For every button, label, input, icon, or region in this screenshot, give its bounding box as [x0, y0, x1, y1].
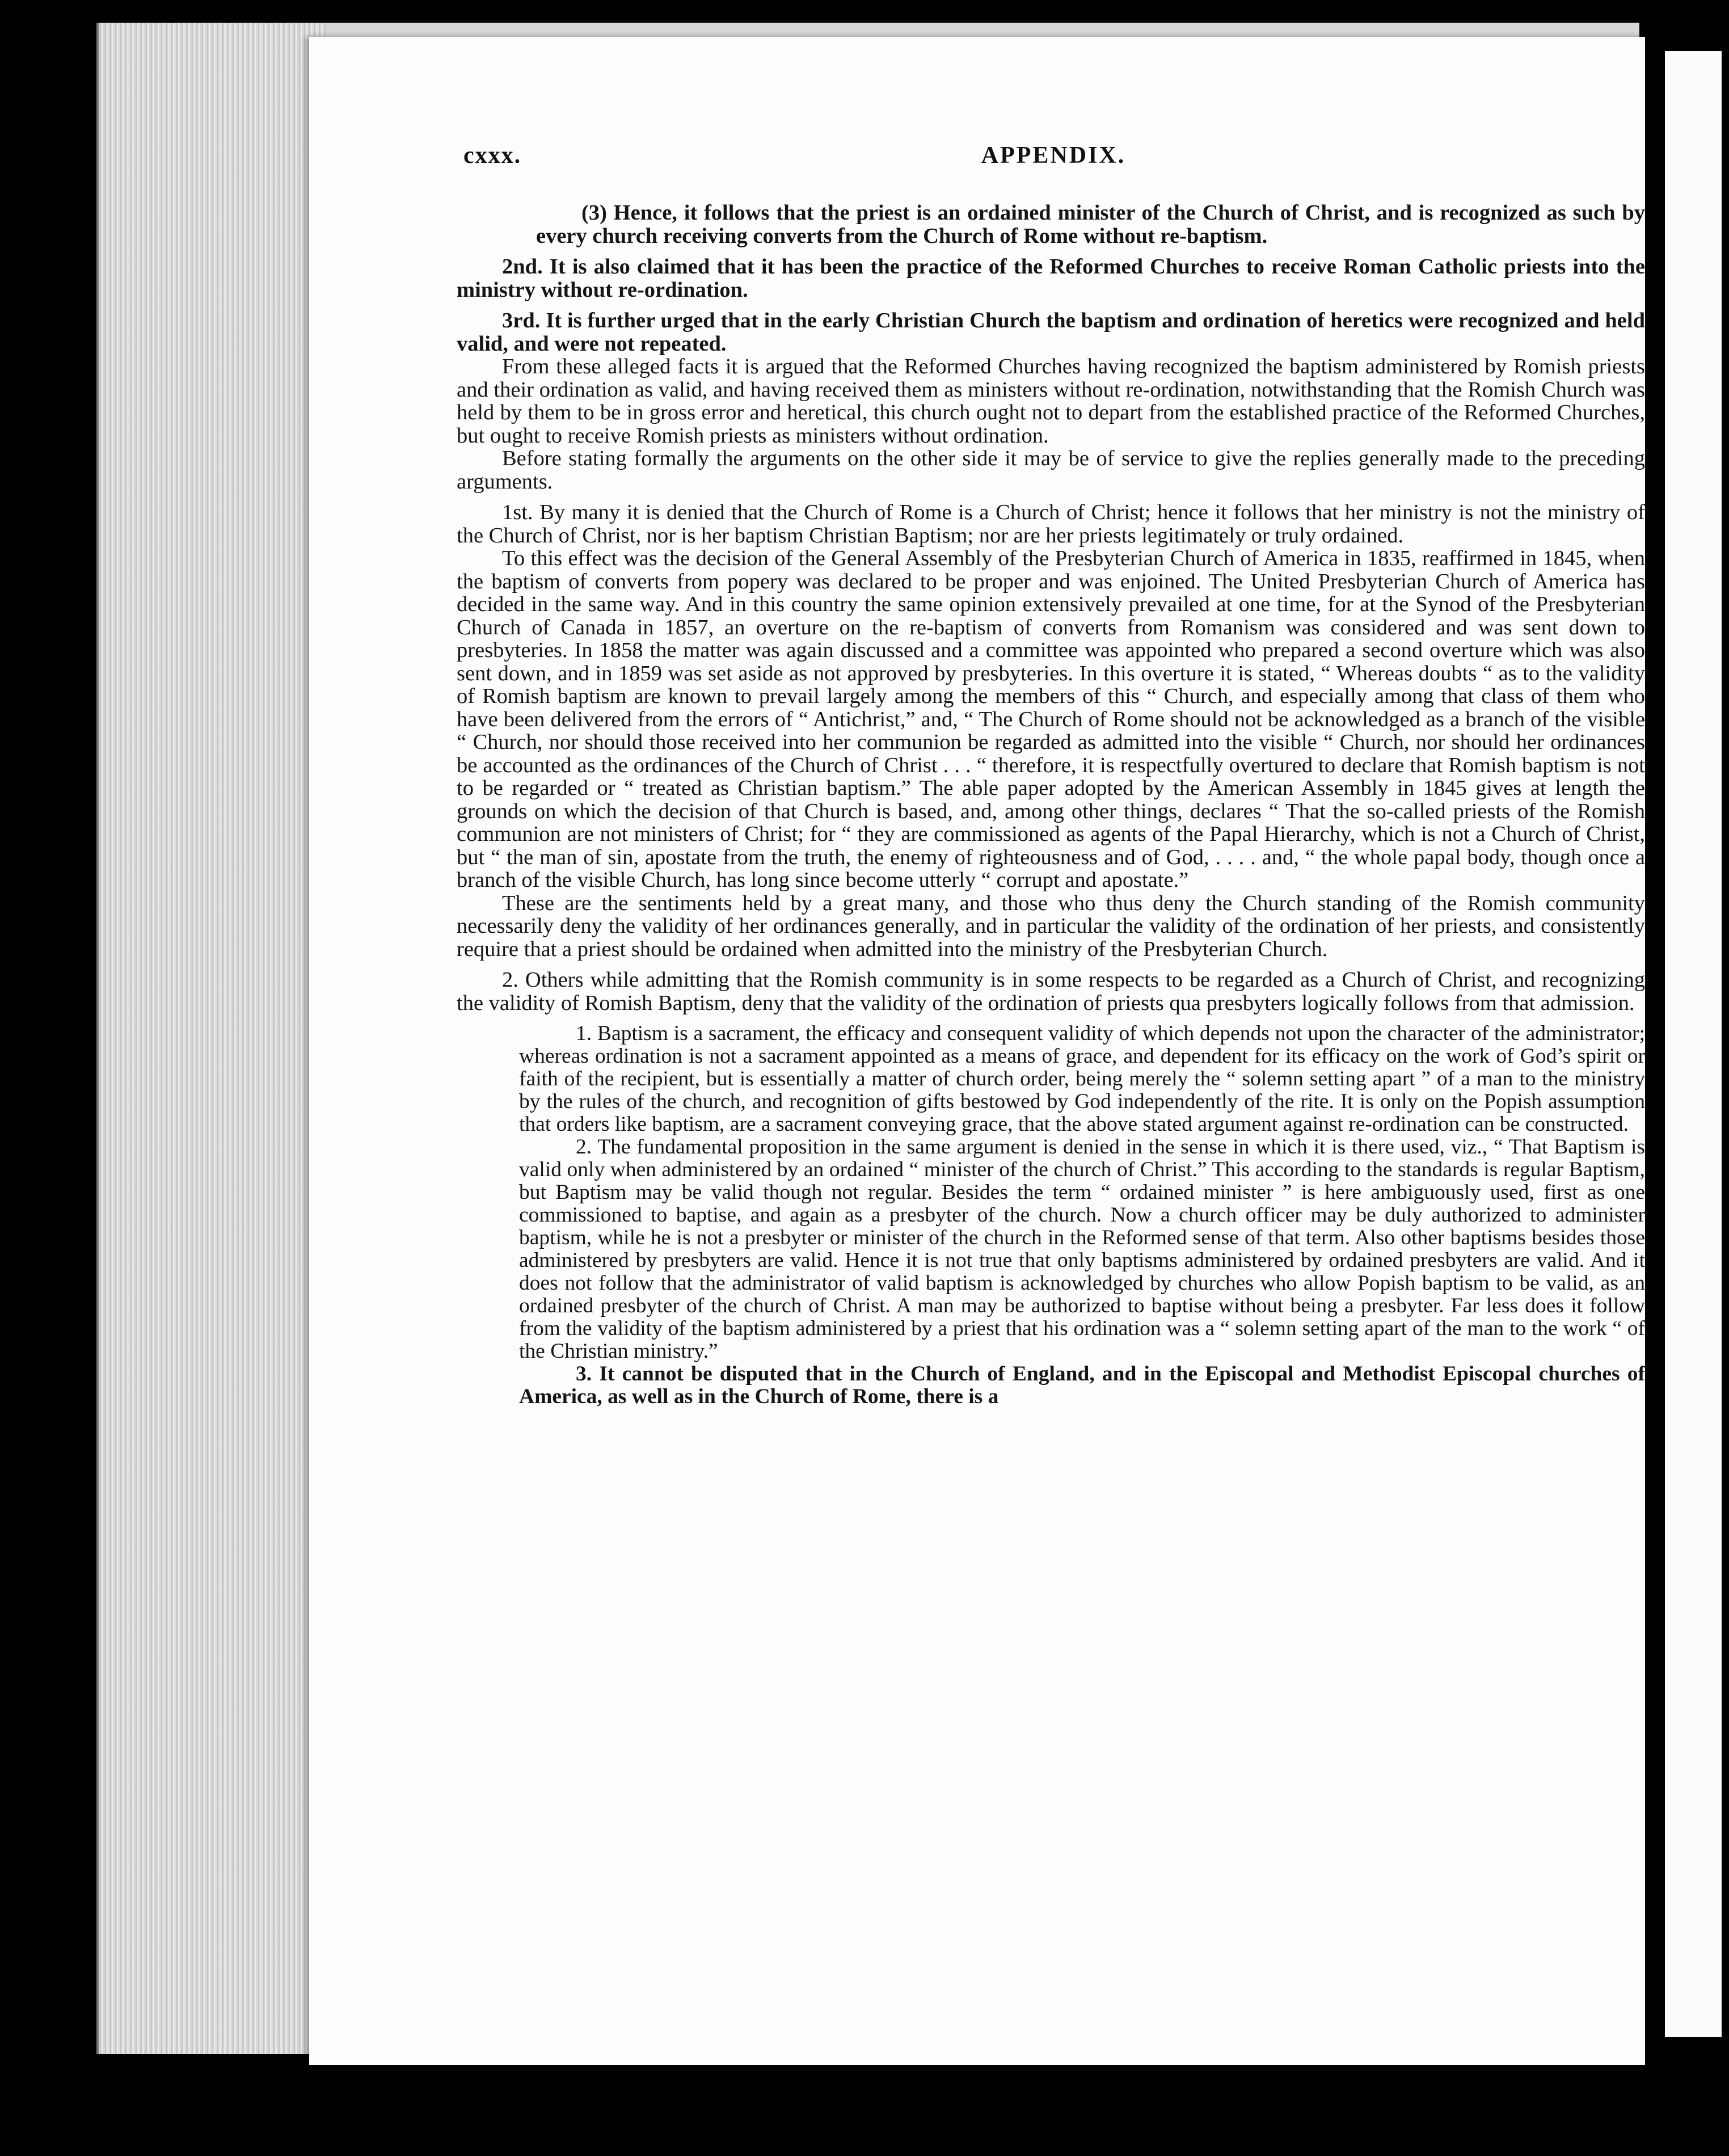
paragraph: Before stating formally the arguments on the other side it may be of service to give the replies generally made to the preceding arguments.: [457, 447, 1645, 494]
running-title: APPENDIX.: [981, 142, 1126, 169]
paragraph: 2. The fundamental proposition in the same argument is denied in the sense in which it is there used, viz., “ That Baptism is valid only when administered by an ordained “ minister of the church of Christ.” This according to the standards is regular Baptism, but Baptism may be valid though not regular. Besides the term “ ordained minister ” is here ambiguously used, first as one commissioned to baptise, and again as a presbyter of the church. Now a church officer may be duly authorized to administer baptism, while he is not a presbyter or minister of the church in the Reformed sense of that term. Also other baptisms besides those administered by presbyters are valid. Hence it is not true that only baptisms administered by ordained presbyters are valid. And it does not follow that the administrator of valid baptism is acknowledged by churches who allow Popish baptism to be valid, as an ordained presbyter of the church of Christ. A man may be authorized to baptise without being a presbyter. Far less does it follow from the validity of the baptism administered by a priest that his ordination was a “ solemn setting apart of the man to the work “ of the Christian ministry.”: [519, 1135, 1645, 1363]
page-number: cxxx.: [463, 142, 522, 169]
paragraph: 3. It cannot be disputed that in the Church of England, and in the Episcopal and Methodist Episcopal churches of America, as well as in the Church of Rome, there is a: [519, 1362, 1645, 1408]
paragraph: 1. Baptism is a sacrament, the efficacy and consequent validity of which depends not upon the character of the administrator; whereas ordination is not a sacrament appointed as a means of grace, and dependent for its efficacy on the work of God’s spirit or faith of the recipient, but is essentially a matter of church order, being merely the “ solemn setting apart ” of a man to the ministry by the rules of the church, and recognition of gifts bestowed by God independently of the rite. It is only on the Popish assumption that orders like baptism, are a sacrament conveying grace, that the above stated argument against re-ordination can be constructed.: [519, 1022, 1645, 1136]
paragraph: These are the sentiments held by a great many, and those who thus deny the Church standing of the Romish community necessarily deny the validity of her ordinances generally, and in particular the validity of the ordination of her priests, and consistently require that a priest should be ordained when admitted into the ministry of the Presbyterian Church.: [457, 891, 1645, 961]
book-page: [309, 37, 1645, 2065]
paragraph: 2nd. It is also claimed that it has been the practice of the Reformed Churches to receive Roman Catholic priests into the ministry without re-ordination.: [457, 255, 1645, 302]
facing-page-edge: [1665, 51, 1722, 2037]
paragraph: From these alleged facts it is argued that the Reformed Churches having recognized the baptism administered by Romish priests and their ordination as valid, and having received them as ministers without re-ordination, notwithstanding that the Romish Church was held by them to be in gross error and heretical, this church ought not to depart from the established practice of the Reformed Churches, but ought to receive Romish priests as ministers without ordination.: [457, 355, 1645, 448]
paragraph: 1st. By many it is denied that the Church of Rome is a Church of Christ; hence it follows that her ministry is not the ministry of the Church of Christ, nor is her baptism Christian Baptism; nor are her priests legitimately or truly ordained.: [457, 500, 1645, 548]
paragraph: To this effect was the decision of the General Assembly of the Presbyterian Church of America in 1835, reaffirmed in 1845, when the baptism of converts from popery was declared to be proper and was enjoined. The United Presbyterian Church of America has decided in the same way. And in this country the same opinion extensively prevailed at one time, for at the Synod of the Presbyterian Church of Canada in 1857, an overture on the re-baptism of converts from Romanism was considered and was sent down to presbyteries. In 1858 the matter was again discussed and a committee was appointed who prepared a second overture which was also sent down, and in 1859 was set aside as not approved by presbyteries. In this overture it is stated, “ Whereas doubts “ as to the validity of Romish baptism are known to prevail largely among the members of this “ Church, and especially among that class of them who have been delivered from the errors of “ Antichrist,” and, “ The Church of Rome should not be acknowledged as a branch of the visible “ Church, nor should those received into her communion be regarded as admitted into the visible “ Church, nor should her ordinances be accounted as the ordinances of the Church of Christ . . . “ therefore, it is respectfully overtured to declare that Romish baptism is not to be regarded or “ treated as Christian baptism.” The able paper adopted by the American Assembly in 1845 gives at length the grounds on which the decision of that Church is based, and, among other things, declares “ That the so-called priests of the Romish communion are not ministers of Christ; for “ they are commissioned as agents of the Papal Hierarchy, which is not a Church of Christ, but “ the man of sin, apostate from the truth, the enemy of righteousness and of God, . . . . and, “ the whole papal body, though once a branch of the visible Church, has long since become utterly “ corrupt and apostate.”: [457, 546, 1645, 892]
book-page-edges: [96, 23, 326, 2054]
paragraph: 2. Others while admitting that the Romish community is in some respects to be regarded as a Church of Christ, and recognizing the validity of Romish Baptism, deny that the validity of the ordination of priests qua presbyters logically follows from that admission.: [457, 968, 1645, 1015]
body-text: [457, 201, 1645, 1408]
paragraph: (3) Hence, it follows that the priest is an ordained minister of the Church of Christ, and is recognized as such by every church receiving converts from the Church of Rome without re-baptism.: [536, 201, 1645, 248]
page-header: [463, 142, 1643, 182]
paragraph: 3rd. It is further urged that in the early Christian Church the baptism and ordination of heretics were recognized and held valid, and were not repeated.: [457, 309, 1645, 356]
